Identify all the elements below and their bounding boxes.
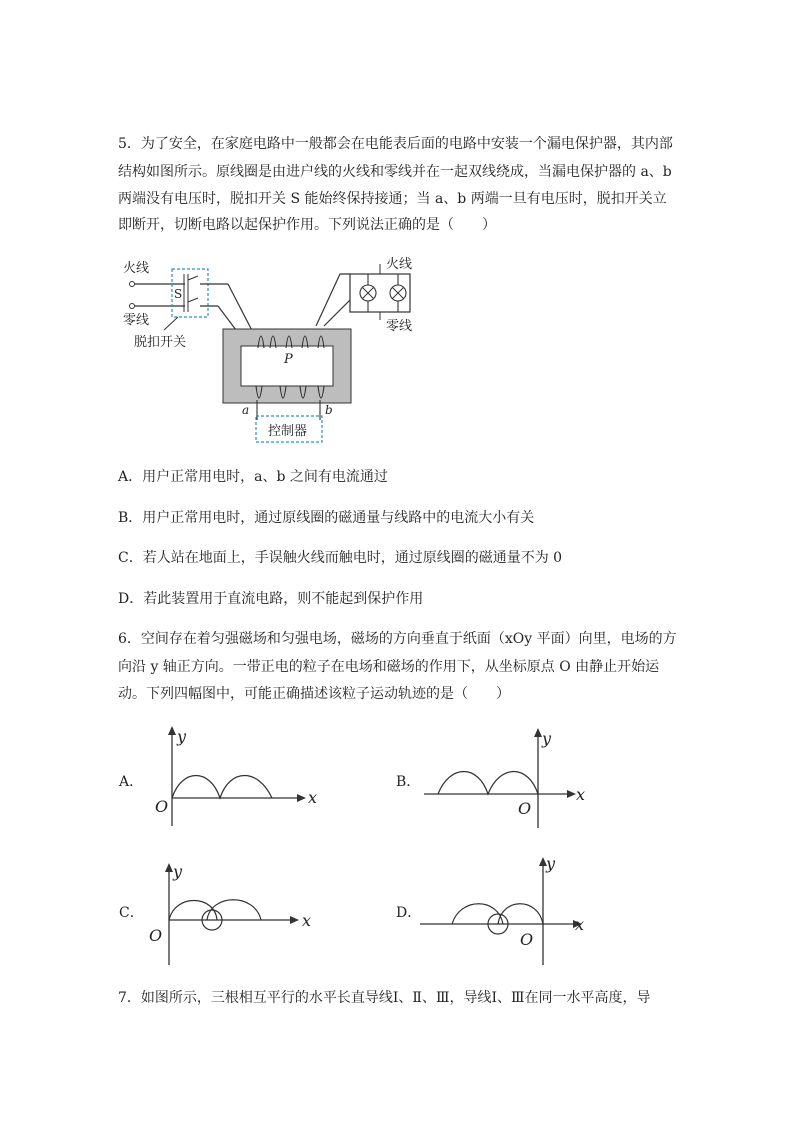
fire-line-right-label: 火线 bbox=[386, 257, 413, 272]
trajectory-a bbox=[172, 776, 272, 799]
graph-b bbox=[420, 722, 600, 832]
svg-text:x: x bbox=[308, 788, 318, 807]
svg-text:x: x bbox=[575, 915, 585, 934]
svg-text:y: y bbox=[546, 854, 556, 873]
graph-d-label: D． bbox=[396, 905, 422, 921]
svg-text:x: x bbox=[576, 785, 586, 804]
trajectory-d-arc1 bbox=[498, 904, 543, 924]
q6-line-1: 6．空间存在着匀强磁场和匀强电场，磁场的方向垂直于纸面（xOy 平面）向里，电场的方 bbox=[118, 631, 677, 647]
graph-a bbox=[148, 722, 328, 832]
svg-text:O: O bbox=[520, 930, 534, 949]
q5-option-c: C．若人站在地面上，手误触火线而触电时，通过原线圈的磁通量不为 0 bbox=[118, 550, 563, 566]
controller-label: 控制器 bbox=[268, 424, 308, 439]
q5-line-4: 即断开，切断电路以起保护作用。下列说法正确的是（ ） bbox=[118, 217, 496, 233]
q5-option-d: D．若此装置用于直流电路，则不能起到保护作用 bbox=[118, 591, 424, 607]
q5-option-a: A．用户正常用电时，a、b 之间有电流通过 bbox=[118, 469, 388, 485]
graph-d bbox=[418, 853, 598, 973]
terminal-a-label: a bbox=[242, 403, 250, 417]
fire-terminal-left bbox=[130, 282, 135, 287]
q6-line-2: 向沿 y 轴正方向。一带正电的粒子在电场和磁场的作用下，从坐标原点 O 由静止开始运 bbox=[118, 659, 660, 675]
q5-line-1: 5．为了安全，在家庭电路中一般都会在电能表后面的电路中安装一个漏电保护器，其内部 bbox=[118, 136, 673, 152]
neutral-line-left-label: 零线 bbox=[123, 313, 150, 328]
q5-option-b: B．用户正常用电时，通过原线圈的磁通量与线路中的电流大小有关 bbox=[118, 510, 535, 526]
graph-b-label: B． bbox=[396, 774, 421, 790]
leakage-protector-svg bbox=[110, 250, 420, 450]
graph-c-label: C． bbox=[119, 905, 144, 921]
neutral-line-right-label: 零线 bbox=[386, 319, 413, 334]
graph-a-label: A． bbox=[119, 774, 144, 790]
svg-text:O: O bbox=[518, 799, 532, 818]
lamp-2 bbox=[390, 285, 406, 301]
svg-text:y: y bbox=[177, 727, 187, 746]
svg-text:O: O bbox=[149, 926, 163, 945]
svg-text:x: x bbox=[302, 911, 312, 930]
q7-line-1: 7．如图所示，三根相互平行的水平长直导线Ⅰ、Ⅱ、Ⅲ，导线Ⅰ、Ⅲ在同一水平高度，导 bbox=[118, 990, 651, 1006]
trip-switch-label: 脱扣开关 bbox=[134, 335, 187, 350]
neutral-terminal-left bbox=[130, 304, 135, 309]
graph-c bbox=[145, 853, 325, 973]
q6-line-3: 动。下列四幅图中，可能正确描述该粒子运动轨迹的是（ ） bbox=[118, 686, 510, 702]
fire-line-left-label: 火线 bbox=[123, 261, 150, 276]
trajectory-b bbox=[438, 772, 538, 795]
q5-line-2: 结构如图所示。原线圈是由进户线的火线和零线并在一起双线绕成，当漏电保护器的 a、b bbox=[118, 164, 672, 180]
switch-s-label: S bbox=[174, 287, 183, 301]
svg-text:y: y bbox=[542, 729, 552, 748]
q5-line-3: 两端没有电压时，脱扣开关 S 能始终保持接通；当 a、b 两端一旦有电压时，脱扣开关立 bbox=[118, 191, 667, 207]
svg-text:O: O bbox=[155, 797, 169, 816]
svg-text:y: y bbox=[173, 862, 183, 881]
lamp-1 bbox=[360, 285, 376, 301]
terminal-b-label: b bbox=[325, 403, 333, 417]
leakage-protector-figure bbox=[110, 250, 420, 450]
core-p-label: P bbox=[284, 352, 293, 367]
